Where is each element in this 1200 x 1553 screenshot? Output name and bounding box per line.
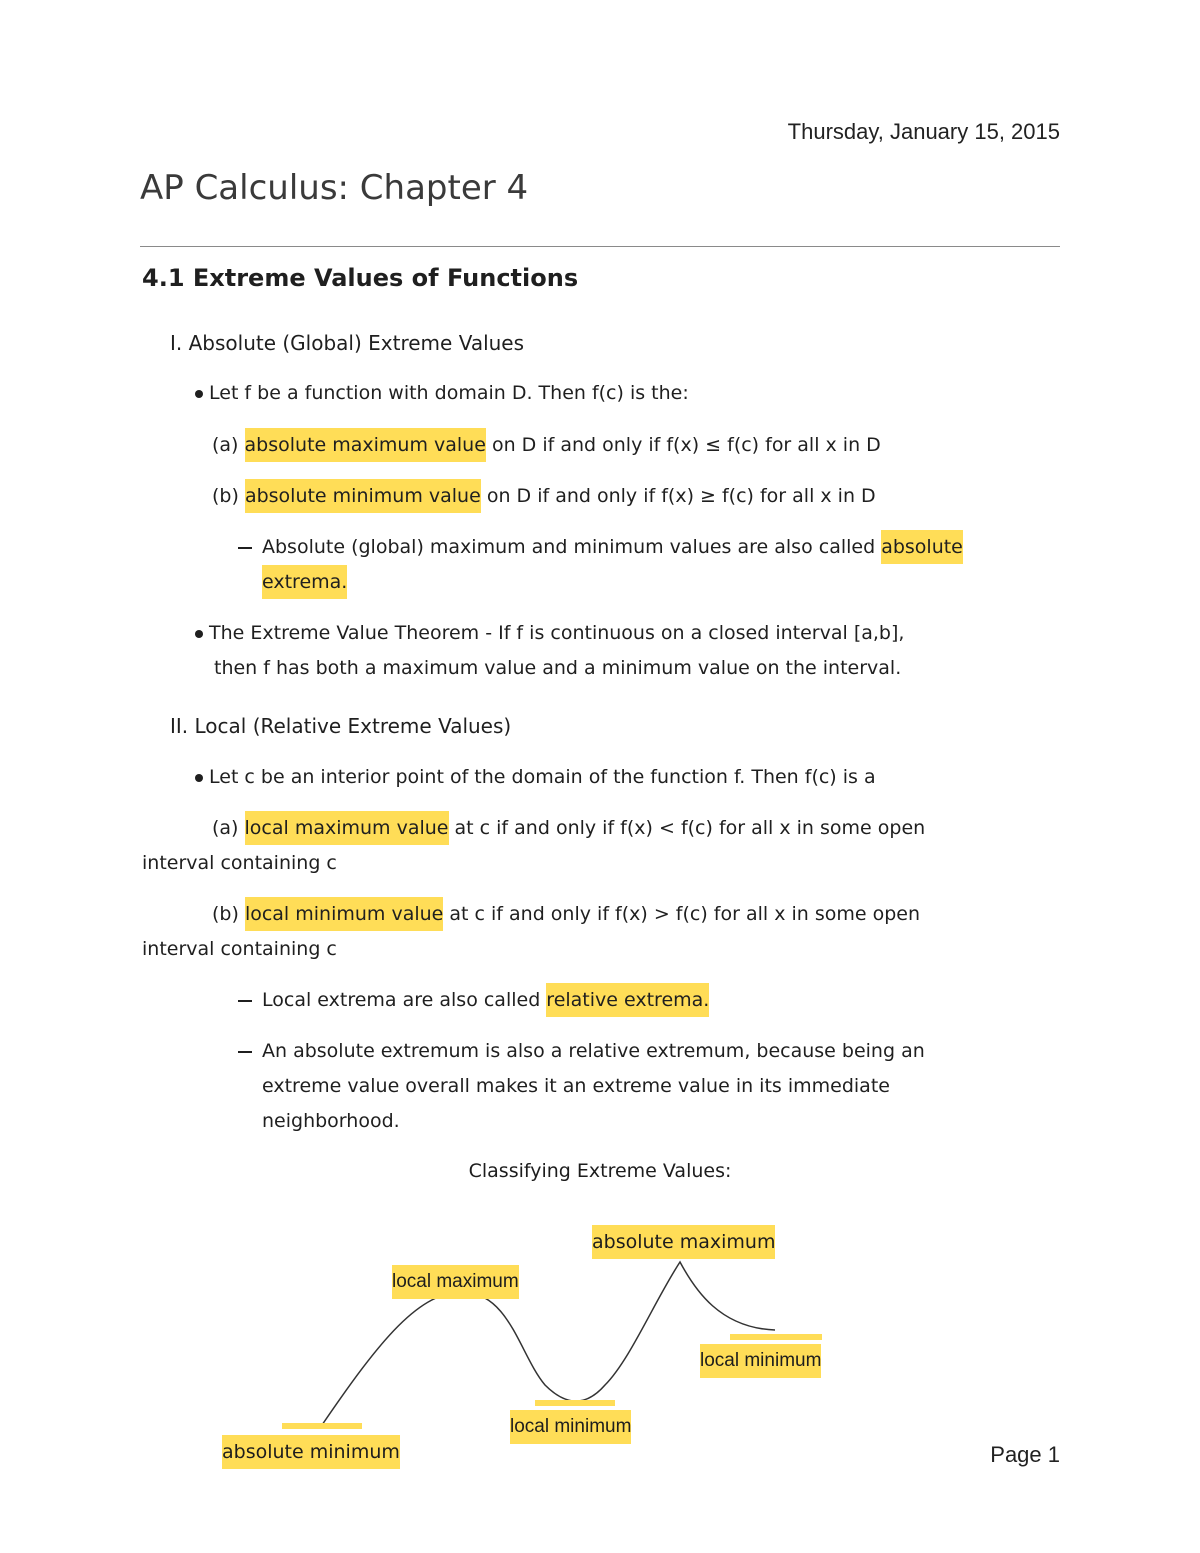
part2-intro-text: Let c be an interior point of the domain of the function f. Then f(c) is a <box>209 766 876 788</box>
part1-item-b <box>212 485 876 507</box>
page-title: AP Calculus: Chapter 4 <box>140 168 529 208</box>
part2-item-b <box>212 903 920 925</box>
label-local-maximum: local maximum <box>392 1265 519 1299</box>
label-local-minimum-center: local minimum <box>510 1410 631 1444</box>
bullet-icon <box>195 390 203 398</box>
item-a-prefix: (a) <box>212 817 245 839</box>
highlight-relative-extrema: relative extrema. <box>546 983 709 1017</box>
document-date: Thursday, January 15, 2015 <box>787 119 1060 144</box>
evt-text-1: The Extreme Value Theorem - If f is continuous on a closed interval [a,b], <box>209 622 905 644</box>
part2-note2-text: An absolute extremum is also a relative extremum, because being an <box>262 1040 925 1062</box>
highlight-absolute-maximum-value: absolute maximum value <box>245 428 486 462</box>
item-b-prefix: (b) <box>212 485 245 507</box>
part1-note-cont <box>262 571 347 593</box>
part2-note-1 <box>238 989 709 1011</box>
label-local-minimum-right: local minimum <box>700 1344 821 1378</box>
highlight-absolute-minimum-value: absolute minimum value <box>245 479 481 513</box>
page-number: Page 1 <box>990 1442 1060 1467</box>
highlight-local-maximum-value: local maximum value <box>245 811 449 845</box>
dash-icon <box>238 1051 252 1053</box>
section-heading: 4.1 Extreme Values of Functions <box>142 264 579 292</box>
part1-intro-text: Let f be a function with domain D. Then f(c) is the: <box>209 382 689 404</box>
title-divider <box>140 246 1060 247</box>
highlight-absolute: absolute <box>881 530 963 564</box>
part1-note-text: Absolute (global) maximum and minimum values are also called <box>262 536 882 558</box>
part2-note-2-line3: neighborhood. <box>262 1110 400 1132</box>
evt-line-2: then f has both a maximum value and a minimum value on the interval. <box>214 657 902 679</box>
part1-note <box>238 536 963 558</box>
local-minimum-center-marker <box>535 1400 615 1406</box>
part1-item-a <box>212 434 881 456</box>
highlight-local-minimum-value: local minimum value <box>245 897 443 931</box>
absolute-minimum-marker <box>282 1423 362 1429</box>
item-a-prefix: (a) <box>212 434 245 456</box>
local-minimum-right-marker <box>730 1334 822 1340</box>
part2-note-2 <box>238 1040 925 1062</box>
part2-item-a <box>212 817 925 839</box>
bullet-icon <box>195 630 203 638</box>
part2-item-a-cont: interval containing c <box>142 852 337 874</box>
item-a-definition: at c if and only if f(x) < f(c) for all x in some open <box>448 817 926 839</box>
evt-line-1 <box>195 622 904 644</box>
dash-icon <box>238 547 252 549</box>
item-b-definition: at c if and only if f(x) > f(c) for all x in some open <box>443 903 921 925</box>
highlight-extrema: extrema. <box>262 565 347 599</box>
label-absolute-maximum: absolute maximum <box>592 1225 775 1259</box>
part1-heading: I. Absolute (Global) Extreme Values <box>170 331 525 355</box>
part2-item-b-cont: interval containing c <box>142 938 337 960</box>
part1-intro <box>195 382 689 404</box>
item-b-prefix: (b) <box>212 903 245 925</box>
item-a-definition: on D if and only if f(x) ≤ f(c) for all x in D <box>485 434 881 456</box>
label-absolute-minimum: absolute minimum <box>222 1435 400 1469</box>
item-b-definition: on D if and only if f(x) ≥ f(c) for all x in D <box>480 485 876 507</box>
diagram-caption: Classifying Extreme Values: <box>468 1160 732 1182</box>
part2-intro <box>195 766 876 788</box>
dash-icon <box>238 1000 252 1002</box>
part2-heading: II. Local (Relative Extreme Values) <box>170 714 512 738</box>
part2-note1-text: Local extrema are also called <box>262 989 547 1011</box>
part2-note-2-line2: extreme value overall makes it an extreme value in its immediate <box>262 1075 890 1097</box>
bullet-icon <box>195 774 203 782</box>
